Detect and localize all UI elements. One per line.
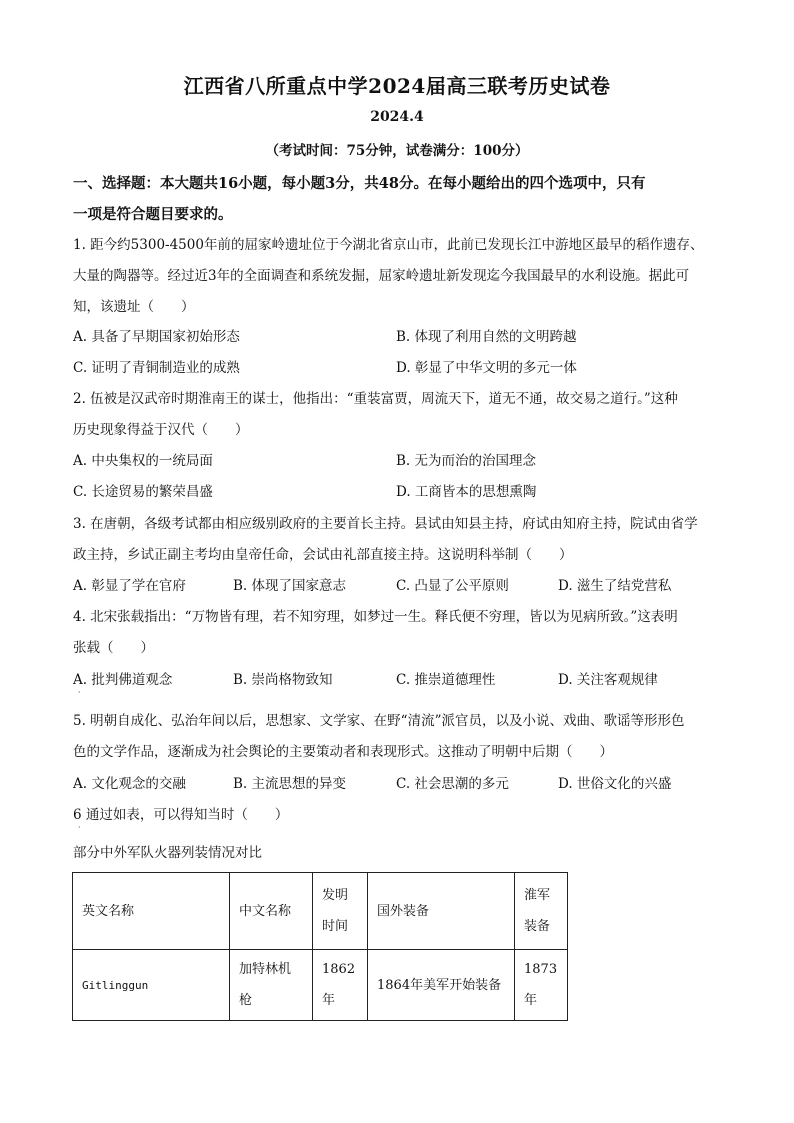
option-b[interactable]: B. 体现了利用自然的文明跨越 [396, 329, 577, 345]
question-1-options-row-2 [73, 353, 723, 384]
table-header-cell: 中文名称 [230, 873, 313, 950]
question-5-stem [73, 706, 723, 768]
question-line: 2. 伍被是汉武帝时期淮南王的谋士，他指出：“重装富贾，周流天下，道无不通，故交易之道行。”这种 [73, 391, 678, 407]
option-d[interactable]: D. 世俗文化的兴盛 [558, 776, 672, 792]
question-line: 6 通过如表，可以得知当时（ ） [73, 807, 289, 823]
table-header-row [73, 873, 568, 950]
option-d[interactable]: D. 关注客观规律 [558, 672, 658, 688]
option-c[interactable]: C. 长途贸易的繁荣昌盛 [73, 484, 213, 500]
table-cell: 加特林机枪 [230, 950, 313, 1021]
table-header-cell: 发明时间 [313, 873, 368, 950]
table-header-cell: 国外装备 [368, 873, 515, 950]
firearms-table [72, 872, 568, 1021]
table-row [73, 950, 568, 1021]
question-line: 政主持，乡试正副主考均由皇帝任命，会试由礼部直接主持。这说明科举制（ ） [73, 547, 573, 563]
question-line: 张载（ ） [73, 640, 154, 656]
stray-mark: · [78, 688, 81, 697]
question-line: 3. 在唐朝，各级考试都由相应级别政府的主要首长主持。县试由知县主持，府试由知府主持，院试由省学 [73, 516, 698, 532]
option-d[interactable]: D. 彰显了中华文明的多元一体 [396, 360, 577, 376]
option-a[interactable]: A. 批判佛道观念 [73, 672, 173, 688]
table-cell: 1862年 [313, 950, 368, 1021]
section-heading [73, 168, 723, 230]
table-caption: 部分中外军队火器列装情况对比 [73, 845, 262, 861]
option-a[interactable]: A. 中央集权的一统局面 [73, 453, 213, 469]
question-2-stem [73, 384, 723, 446]
question-6-stem [73, 800, 723, 831]
question-line: 大量的陶器等。经过近3年的全面调查和系统发掘，屈家岭遗址新发现迄今我国最早的水利设施。据此可 [73, 268, 690, 284]
option-c[interactable]: C. 证明了青铜制造业的成熟 [73, 360, 240, 376]
question-1-options-row-1 [73, 322, 723, 353]
question-line: 历史现象得益于汉代（ ） [73, 422, 249, 438]
question-4-stem [73, 602, 723, 664]
option-b[interactable]: B. 主流思想的异变 [233, 776, 347, 792]
option-c[interactable]: C. 社会思潮的多元 [396, 776, 509, 792]
option-a[interactable]: A. 彰显了学在官府 [73, 578, 186, 594]
table-cell: 1873年 [515, 950, 568, 1021]
table-cell: 1864年美军开始装备 [368, 950, 515, 1021]
option-b[interactable]: B. 体现了国家意志 [233, 578, 347, 594]
question-line: 色的文学作品，逐渐成为社会舆论的主要策动者和表现形式。这推动了明朝中后期（ ） [73, 744, 613, 760]
stray-mark: · [78, 823, 81, 832]
question-4-options [73, 665, 723, 696]
question-5-options [73, 769, 723, 800]
table-header-cell: 英文名称 [73, 873, 230, 950]
question-line: 5. 明朝自成化、弘治年间以后，思想家、文学家、在野“清流”派官员，以及小说、戏曲、歌谣等形形色 [73, 713, 685, 729]
section-heading-line: 一、选择题：本大题共16小题，每小题3分，共48分。在每小题给出的四个选项中，只有 [73, 175, 646, 192]
question-1-stem [73, 230, 723, 323]
exam-date: 2024.4 [370, 109, 424, 125]
question-3-options [73, 571, 723, 602]
question-line: 知，该遗址（ ） [73, 299, 195, 315]
option-d[interactable]: D. 滋生了结党营私 [558, 578, 672, 594]
question-line: 4. 北宋张载指出：“万物皆有理，若不知穷理，如梦过一生。释氏便不穷理，皆以为见病所致。”这表明 [73, 609, 678, 625]
question-3-stem [73, 509, 723, 571]
question-2-options-row-1 [73, 446, 723, 477]
exam-title: 江西省八所重点中学2024届高三联考历史试卷 [183, 74, 611, 98]
question-2-options-row-2 [73, 477, 723, 508]
option-c[interactable]: C. 推崇道德理性 [396, 672, 496, 688]
section-heading-line: 一项是符合题目要求的。 [73, 206, 233, 223]
exam-info: （考试时间：75分钟，试卷满分：100分） [265, 143, 529, 159]
option-b[interactable]: B. 无为而治的治国理念 [396, 453, 537, 469]
option-a[interactable]: A. 文化观念的交融 [73, 776, 186, 792]
table-cell: Gitlinggun [73, 950, 230, 1021]
option-d[interactable]: D. 工商皆本的思想熏陶 [396, 484, 537, 500]
option-c[interactable]: C. 凸显了公平原则 [396, 578, 509, 594]
option-b[interactable]: B. 崇尚格物致知 [233, 672, 333, 688]
question-line: 1. 距今约5300-4500年前的屈家岭遗址位于今湖北省京山市，此前已发现长江中游地区最早的稻作遗存、 [73, 237, 704, 253]
option-a[interactable]: A. 具备了早期国家初始形态 [73, 329, 240, 345]
table-header-cell: 淮军装备 [515, 873, 568, 950]
